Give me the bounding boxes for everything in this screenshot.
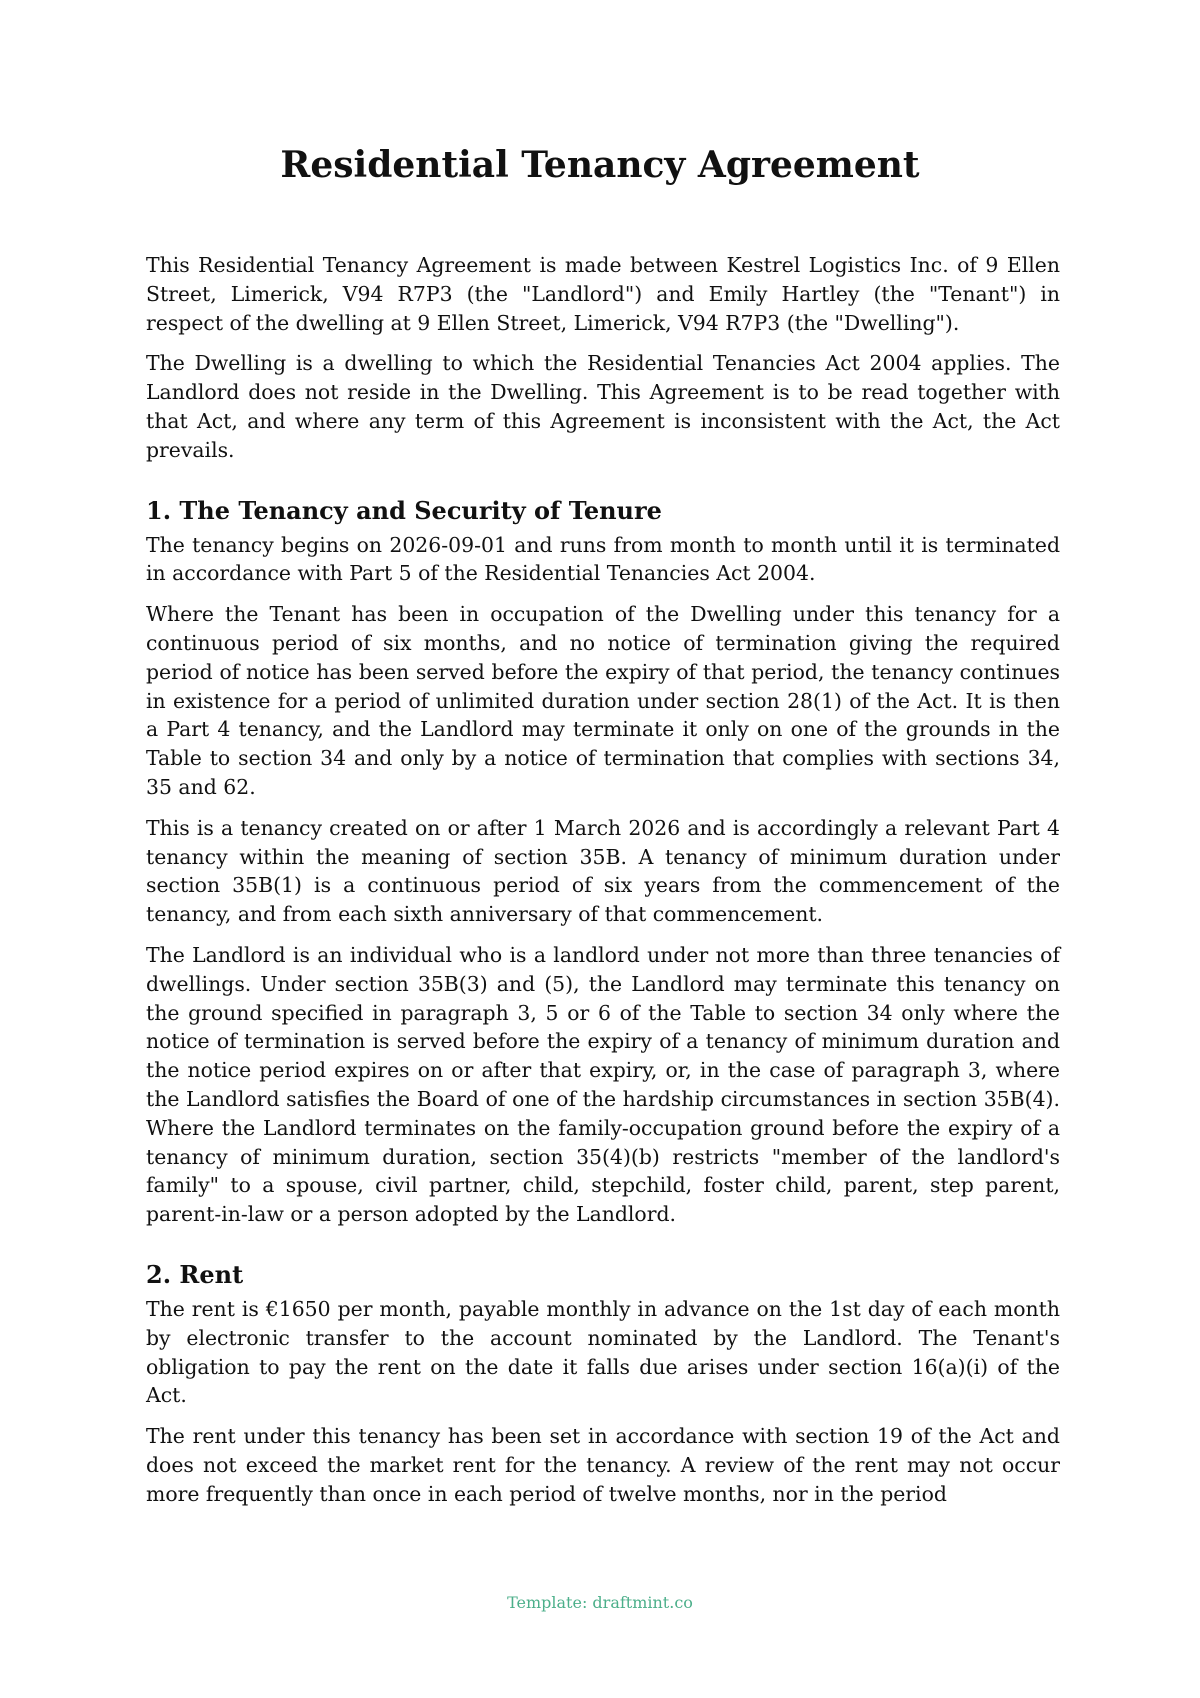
- section-paragraph: This is a tenancy created on or after 1 March 2026 and is accordingly a relevant Part 4 tenancy within the meaning of section 35B. A tenancy of minimum duration under section 35B(1) is a continuous period of six years from the commencement of the tenancy, and from each sixth anniversary of that commencement.: [146, 815, 1060, 927]
- section-heading: 2. Rent: [146, 1259, 244, 1289]
- section-paragraph: Where the Tenant has been in occupation of the Dwelling under this tenancy for a continuous period of six months, and no notice of termination giving the required period of notice has been served before the expiry of that period, the tenancy continues in existence for a period of unlimited duration under section 28(1) of the Act. It is then a Part 4 tenancy, and the Landlord may terminate it only on one of the grounds in the Table to section 34 and only by a notice of termination that complies with sections 34, 35 and 62.: [146, 602, 1060, 799]
- section-paragraph: The Landlord is an individual who is a landlord under not more than three tenancies of dwellings. Under section 35B(3) and (5), the Landlord may terminate this tenancy on the ground specified in paragraph 3, 5 or 6 of the Table to section 34 only where the notice of termination is served before the expiry of a tenancy of minimum duration and the notice period expires on or after that expiry, or, in the case of paragraph 3, where the Landlord satisfies the Board of one of the hardship circumstances in section 35B(4). Where the Landlord terminates on the family-occupation ground before the expiry of a tenancy of minimum duration, section 35(4)(b) restricts "member of the landlord's family" to a spouse, civil partner, child, stepchild, foster child, parent, step parent, parent-in-law or a person adopted by the Landlord.: [146, 942, 1060, 1227]
- section-paragraph: The rent is €1650 per month, payable monthly in advance on the 1st day of each month by electronic transfer to the account nominated by the Landlord. The Tenant's obligation to pay the rent on the date it falls due arises under section 16(a)(i) of the Act.: [146, 1296, 1060, 1408]
- intro-paragraph: The Dwelling is a dwelling to which the Residential Tenancies Act 2004 applies. The Landlord does not reside in the Dwelling. This Agreement is to be read together with that Act, and where any term of this Agreement is inconsistent with the Act, the Act prevails.: [146, 351, 1060, 462]
- section-heading: 1. The Tenancy and Security of Tenure: [146, 495, 662, 525]
- document-body: [146, 251, 1060, 1520]
- template-footer: Template: draftmint.co: [507, 1593, 693, 1612]
- intro-paragraph: This Residential Tenancy Agreement is made between Kestrel Logistics Inc. of 9 Ellen Street, Limerick, V94 R7P3 (the "Landlord") and Emily Hartley (the "Tenant") in respect of the dwelling at 9 Ellen Street, Limerick, V94 R7P3 (the "Dwelling").: [146, 253, 1060, 335]
- section-paragraph: The tenancy begins on 2026-09-01 and runs from month to month until it is terminated in accordance with Part 5 of the Residential Tenancies Act 2004.: [146, 532, 1060, 586]
- document-title: Residential Tenancy Agreement: [280, 144, 920, 186]
- section-paragraph: The rent under this tenancy has been set in accordance with section 19 of the Act and does not exceed the market rent for the tenancy. A review of the rent may not occur more frequently than once in each period of twelve months, nor in the period: [146, 1424, 1060, 1506]
